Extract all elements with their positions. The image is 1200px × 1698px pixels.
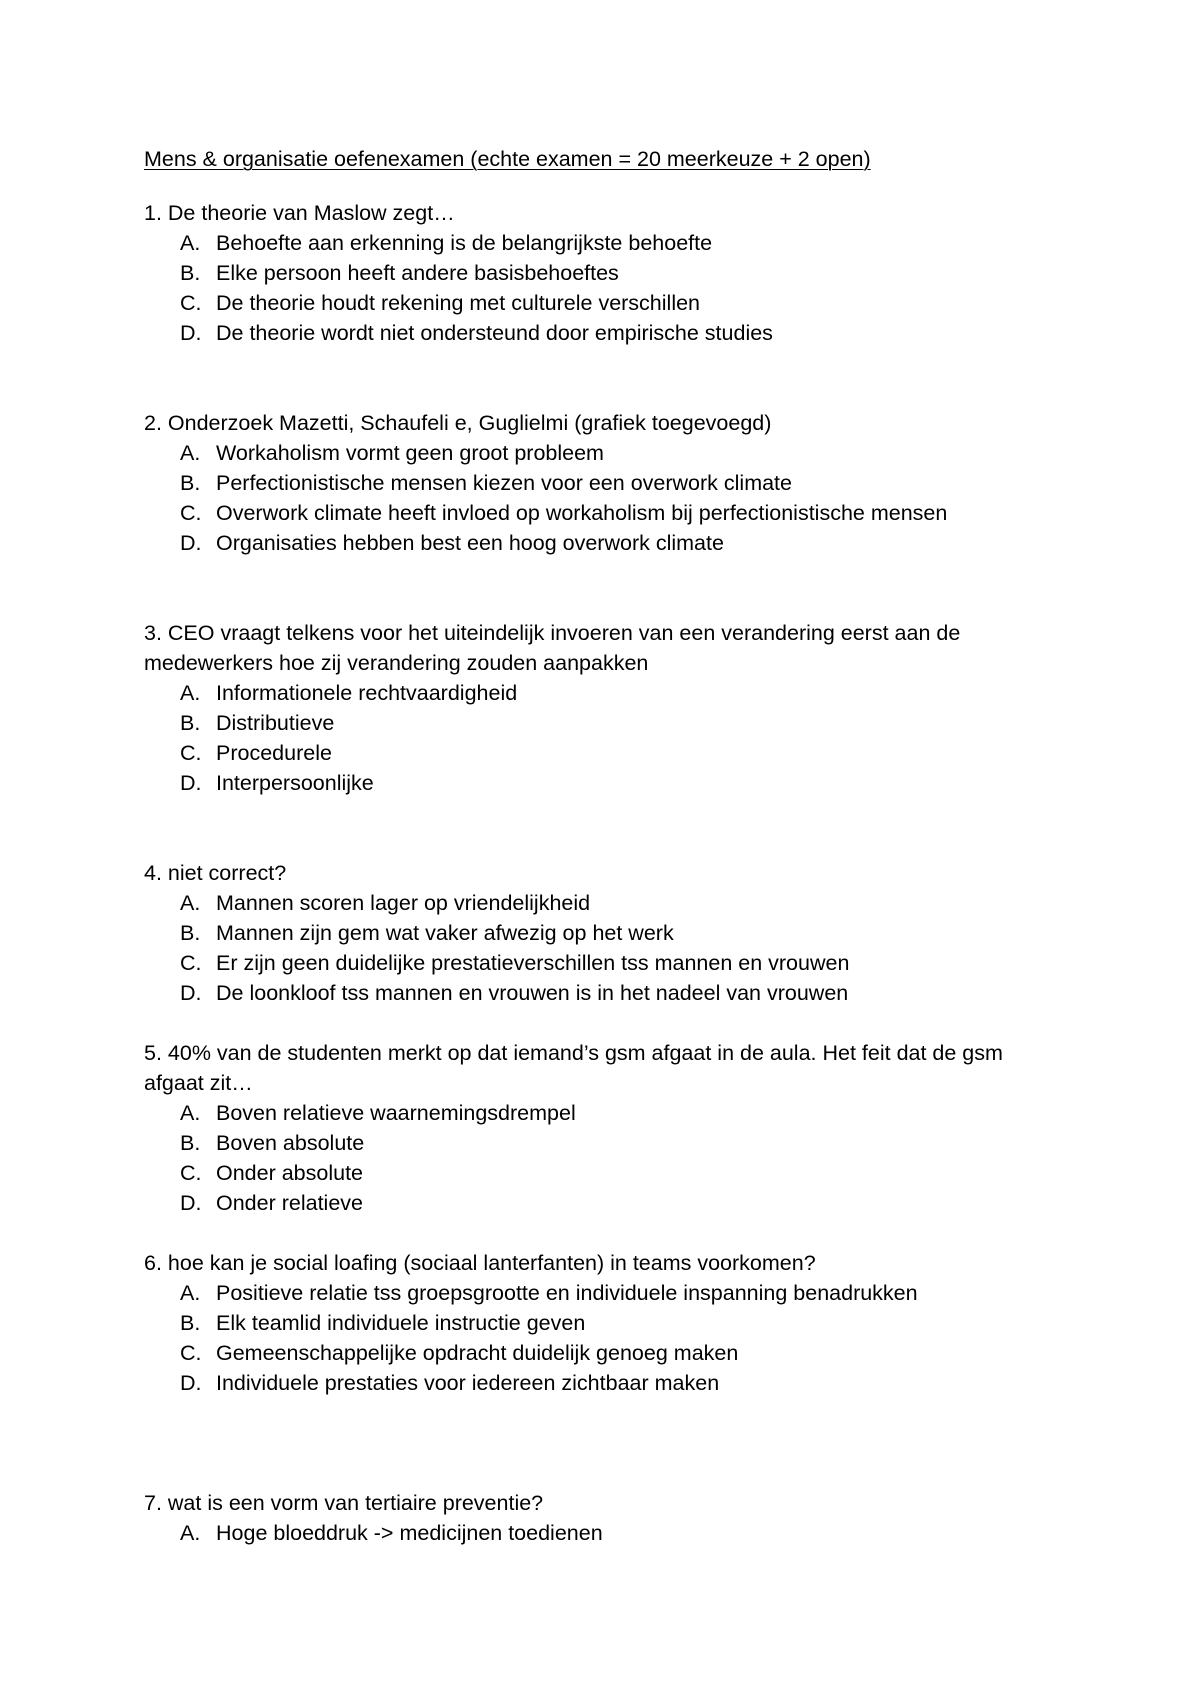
option-letter: B. <box>180 1131 201 1155</box>
option-letter: A. <box>180 1101 201 1125</box>
option-text: Workaholism vormt geen groot probleem <box>216 441 604 465</box>
option-b <box>144 1308 1064 1338</box>
option-text: Overwork climate heeft invloed op workaholism bij perfectionistische mensen <box>216 501 948 525</box>
option-list <box>144 228 1064 348</box>
option-text: Behoefte aan erkenning is de belangrijkste behoefte <box>216 231 713 255</box>
question-text: 5. 40% van de studenten merkt op dat iemand’s gsm afgaat in de aula. Het feit dat de gsm afgaat zit… <box>144 1041 1003 1095</box>
option-list <box>144 1278 1064 1398</box>
option-list <box>144 888 1064 1008</box>
option-letter: C. <box>180 741 202 765</box>
option-letter: A. <box>180 231 201 255</box>
option-text: Mannen zijn gem wat vaker afwezig op het werk <box>216 921 674 945</box>
option-list <box>144 1098 1064 1218</box>
option-list <box>144 1518 1064 1548</box>
option-c <box>144 948 1064 978</box>
option-d <box>144 318 1064 348</box>
option-text: Mannen scoren lager op vriendelijkheid <box>216 891 591 915</box>
option-text: Hoge bloeddruk -> medicijnen toedienen <box>216 1521 603 1545</box>
option-letter: B. <box>180 261 201 285</box>
option-text: De loonkloof tss mannen en vrouwen is in het nadeel van vrouwen <box>216 981 849 1005</box>
option-c <box>144 498 1064 528</box>
question-1 <box>144 198 1064 348</box>
option-letter: A. <box>180 891 201 915</box>
option-a <box>144 678 1064 708</box>
option-letter: B. <box>180 921 201 945</box>
question-text: 2. Onderzoek Mazetti, Schaufeli e, Guglielmi (grafiek toegevoegd) <box>144 411 772 435</box>
option-b <box>144 708 1064 738</box>
option-c <box>144 738 1064 768</box>
question-text: 1. De theorie van Maslow zegt… <box>144 201 455 225</box>
question-text: 6. hoe kan je social loafing (sociaal lanterfanten) in teams voorkomen? <box>144 1251 816 1275</box>
question-text: 4. niet correct? <box>144 861 287 885</box>
option-letter: C. <box>180 1161 202 1185</box>
option-text: Distributieve <box>216 711 335 735</box>
option-list <box>144 438 1064 558</box>
option-text: De theorie wordt niet ondersteund door empirische studies <box>216 321 773 345</box>
option-text: Onder relatieve <box>216 1191 363 1215</box>
option-a <box>144 888 1064 918</box>
option-letter: C. <box>180 951 202 975</box>
question-3 <box>144 618 1064 798</box>
option-b <box>144 468 1064 498</box>
option-letter: D. <box>180 1371 202 1395</box>
option-c <box>144 1338 1064 1368</box>
option-letter: D. <box>180 321 202 345</box>
option-letter: A. <box>180 1281 201 1305</box>
option-text: Elke persoon heeft andere basisbehoeftes <box>216 261 619 285</box>
option-letter: C. <box>180 501 202 525</box>
question-7 <box>144 1488 1064 1548</box>
option-a <box>144 228 1064 258</box>
option-text: Positieve relatie tss groepsgrootte en individuele inspanning benadrukken <box>216 1281 918 1305</box>
question-text: 3. CEO vraagt telkens voor het uiteindelijk invoeren van een verandering eerst aan de medewerkers hoe zij verandering zouden aanpakken <box>144 621 961 675</box>
option-text: Onder absolute <box>216 1161 364 1185</box>
option-c <box>144 1158 1064 1188</box>
option-letter: A. <box>180 1521 201 1545</box>
option-a <box>144 1098 1064 1128</box>
question-4 <box>144 858 1064 1008</box>
option-d <box>144 768 1064 798</box>
option-text: Informationele rechtvaardigheid <box>216 681 518 705</box>
option-c <box>144 288 1064 318</box>
option-a <box>144 1278 1064 1308</box>
option-text: Elk teamlid individuele instructie geven <box>216 1311 586 1335</box>
option-text: Organisaties hebben best een hoog overwork climate <box>216 531 724 555</box>
option-letter: C. <box>180 291 202 315</box>
option-letter: B. <box>180 1311 201 1335</box>
option-d <box>144 1368 1064 1398</box>
option-text: Gemeenschappelijke opdracht duidelijk genoeg maken <box>216 1341 739 1365</box>
option-b <box>144 918 1064 948</box>
option-letter: D. <box>180 1191 202 1215</box>
option-text: Procedurele <box>216 741 332 765</box>
document-title: Mens & organisatie oefenexamen (echte examen = 20 meerkeuze + 2 open) <box>144 147 871 171</box>
option-letter: C. <box>180 1341 202 1365</box>
option-letter: A. <box>180 681 201 705</box>
option-b <box>144 258 1064 288</box>
option-text: Er zijn geen duidelijke prestatieverschillen tss mannen en vrouwen <box>216 951 850 975</box>
option-letter: A. <box>180 441 201 465</box>
option-text: Boven relatieve waarnemingsdrempel <box>216 1101 576 1125</box>
option-letter: D. <box>180 981 202 1005</box>
option-text: De theorie houdt rekening met culturele verschillen <box>216 291 701 315</box>
option-a <box>144 438 1064 468</box>
question-6 <box>144 1248 1064 1398</box>
option-text: Boven absolute <box>216 1131 365 1155</box>
option-letter: B. <box>180 711 201 735</box>
option-letter: D. <box>180 531 202 555</box>
option-d <box>144 528 1064 558</box>
question-5 <box>144 1038 1064 1218</box>
option-d <box>144 1188 1064 1218</box>
option-text: Individuele prestaties voor iedereen zichtbaar maken <box>216 1371 720 1395</box>
option-b <box>144 1128 1064 1158</box>
option-text: Interpersoonlijke <box>216 771 374 795</box>
option-letter: B. <box>180 471 201 495</box>
option-d <box>144 978 1064 1008</box>
question-text: 7. wat is een vorm van tertiaire preventie? <box>144 1491 544 1515</box>
option-text: Perfectionistische mensen kiezen voor een overwork climate <box>216 471 792 495</box>
option-a <box>144 1518 1064 1548</box>
question-2 <box>144 408 1064 558</box>
document-content <box>144 144 1064 1548</box>
option-letter: D. <box>180 771 202 795</box>
option-list <box>144 678 1064 798</box>
